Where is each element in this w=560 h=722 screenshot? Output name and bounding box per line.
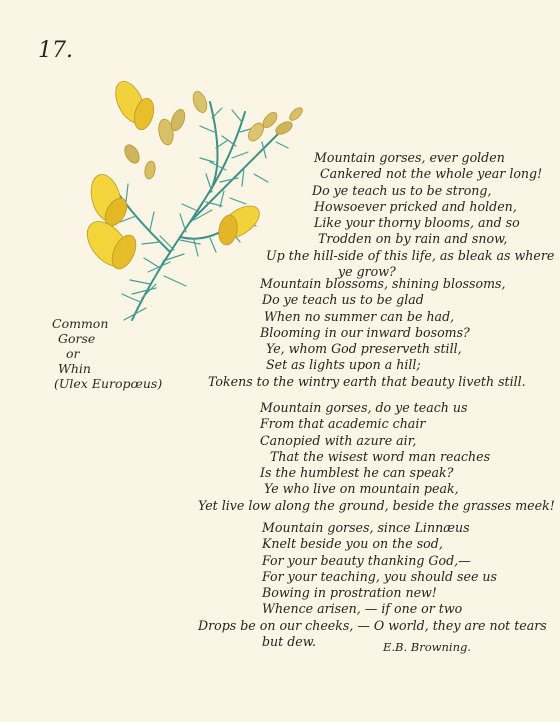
caption-line: or — [66, 346, 80, 361]
caption-line: (Ulex Europœus) — [54, 376, 163, 391]
poem-line: Ye, whom God preserveth still, — [266, 341, 462, 357]
page-number: 17. — [38, 38, 73, 63]
poem-line: Trodden on by rain and snow, — [318, 231, 508, 247]
plant-caption — [44, 316, 184, 391]
poem-line: but dew. — [262, 634, 317, 650]
poem-line: Do ye teach us to be glad — [262, 292, 424, 308]
poem-line: Howsoever pricked and holden, — [314, 198, 517, 214]
poem-stanza-3 — [198, 400, 555, 514]
poem-line: Cankered not the whole year long! — [320, 166, 543, 182]
poem-line: Yet live low along the ground, beside the grasses meek! — [198, 497, 555, 513]
poem-line: That the wisest word man reaches — [270, 448, 491, 464]
poem-line: Mountain gorses, ever golden — [314, 150, 505, 165]
poem-line: Like your thorny blooms, and so — [314, 215, 520, 231]
caption-line: Common — [52, 316, 109, 331]
poem-line: Up the hill-side of this life, as bleak as where — [266, 247, 555, 263]
poem-line: ye grow? — [338, 264, 396, 280]
poem-line: Tokens to the wintry earth that beauty liveth still. — [208, 373, 526, 389]
poem-line: Canopied with azure air, — [260, 432, 417, 448]
poem-line: Knelt beside you on the sod, — [262, 536, 443, 552]
poem-line: Set as lights upon a hill; — [266, 357, 421, 373]
caption-line: Whin — [58, 361, 91, 376]
poem-line: Mountain blossoms, shining blossoms, — [260, 276, 506, 291]
poem-line: For your beauty thanking God,— — [262, 552, 471, 568]
poem-line: Drops be on our cheeks, — O world, they are not tears — [198, 617, 547, 633]
caption-line: Gorse — [58, 331, 96, 346]
poem-line: Bowing in prostration new! — [262, 585, 437, 601]
poem-stanza-1 — [266, 150, 554, 280]
poem-line: For your teaching, you should see us — [262, 568, 497, 584]
poem-line: Blooming in our inward bosoms? — [260, 324, 470, 340]
poem-line: Do ye teach us to be strong, — [312, 182, 492, 198]
poem-line: Ye who live on mountain peak, — [264, 481, 459, 497]
poem-line: Is the humblest he can speak? — [260, 465, 454, 481]
poem-line: From that academic chair — [260, 416, 426, 432]
poem-line: Whence arisen, — if one or two — [262, 601, 463, 617]
poem-line: Mountain gorses, do ye teach us — [260, 400, 468, 415]
author-signature: E.B. Browning. — [383, 640, 472, 654]
poem-stanza-4 — [198, 520, 547, 650]
poem-line: Mountain gorses, since Linnæus — [262, 520, 470, 535]
poem-line: When no summer can be had, — [264, 308, 455, 324]
poem-stanza-2 — [208, 276, 526, 390]
